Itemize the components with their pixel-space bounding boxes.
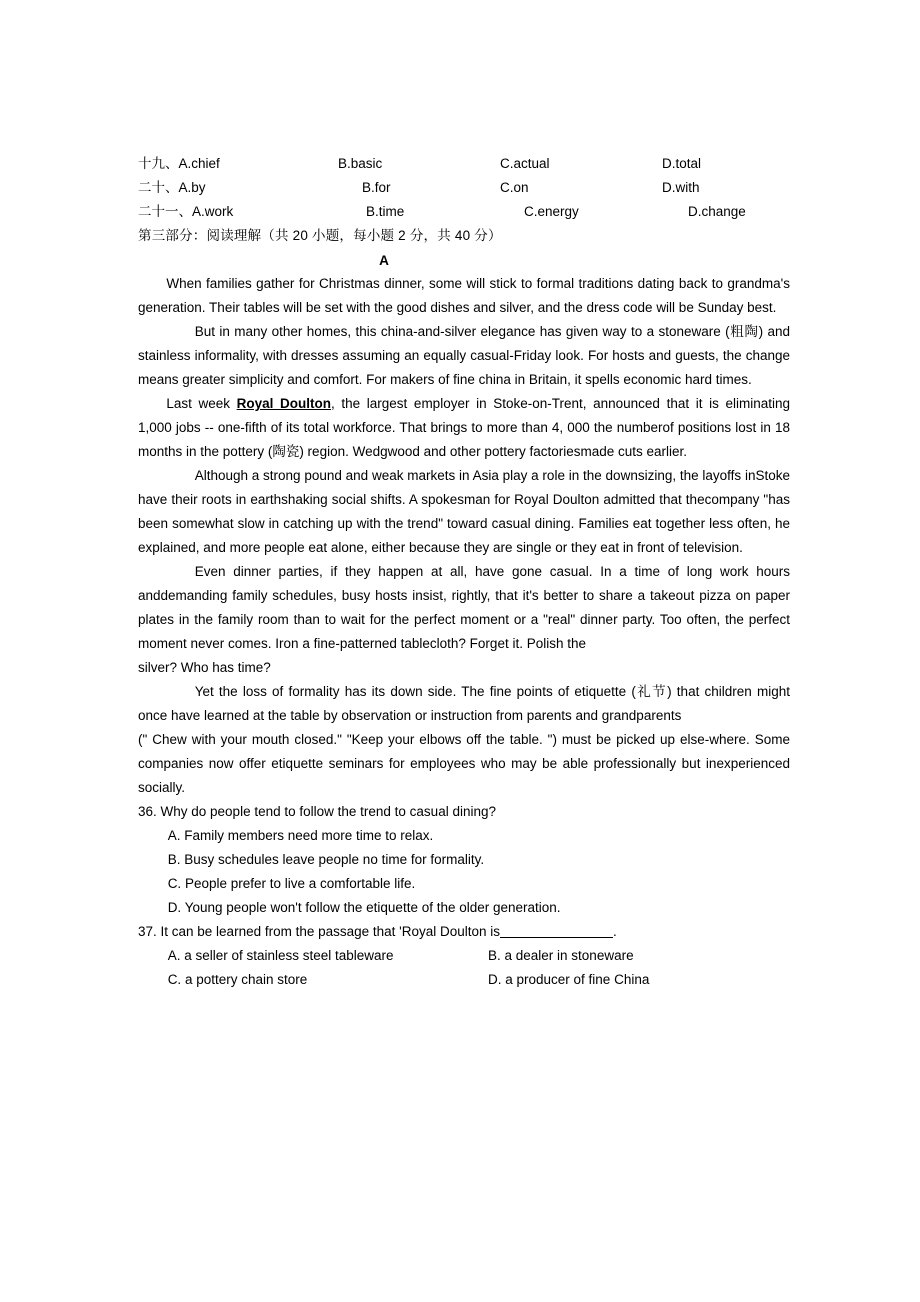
question-36-option-a[interactable]: A. Family members need more time to relax. xyxy=(167,828,434,843)
cloze-row-19-option-b: B.basic xyxy=(338,156,383,171)
cloze-row-20-option-d: D.with xyxy=(662,180,700,195)
cloze-row-19-option-c: C.actual xyxy=(500,156,550,171)
cloze-options-block xyxy=(138,152,790,224)
question-36-stem: 36. Why do people tend to follow the trend to casual dining? xyxy=(138,804,496,819)
question-36 xyxy=(138,800,790,920)
section-heading: 第三部分：阅读理解（共 20 小题，每小题 2 分，共 40 分） xyxy=(138,228,502,243)
cloze-row-21-option-c: C.energy xyxy=(524,204,579,219)
cloze-row-21 xyxy=(138,200,790,224)
passage-label: A xyxy=(379,253,389,268)
cloze-row-21-option-d: D.change xyxy=(688,204,746,219)
passage-paragraph-7: Yet the loss of formality has its down side. The fine points of etiquette (礼节) that children might once have learned at the table by observation or instruction from parents and grandparents xyxy=(138,684,790,723)
passage-paragraph-1: When families gather for Christmas dinner, some will stick to formal traditions dating back to grandma's generation. Their tables will be set with the good dishes and silver, and the dress code will be Sunday best. xyxy=(138,276,790,315)
question-37 xyxy=(138,920,790,992)
question-37-option-row-2 xyxy=(138,968,790,992)
cloze-row-19-option-d: D.total xyxy=(662,156,702,171)
question-37-option-a[interactable]: A. a seller of stainless steel tableware xyxy=(167,948,394,963)
passage-paragraph-2: But in many other homes, this china-and-silver elegance has given way to a stoneware (粗陶) and stainless informality, with dresses assuming an equally casual-Friday look. For hosts and guests, the change means greater simplicity and comfort. For makers of fine china in Britain, it spells economic hard times. xyxy=(138,324,790,387)
passage-paragraph-4: Although a strong pound and weak markets in Asia play a role in the downsizing, the layoffs inStoke have their roots in earthshaking social shifts. A spokesman for Royal Doulton admitted that thecompany "has been somewhat slow in catching up with the trend" toward casual dining. Families eat together less often, he explained, and more people eat alone, either because they are single or they eat in front of television. xyxy=(138,468,790,555)
question-37-stem-text: 37. It can be learned from the passage that 'Royal Doulton is xyxy=(138,924,501,939)
cloze-row-21-option-b: B.time xyxy=(366,204,405,219)
cloze-row-19 xyxy=(138,152,790,176)
question-36-option-c[interactable]: C. People prefer to live a comfortable life. xyxy=(167,876,416,891)
cloze-row-19-stem: 十九、A.chief xyxy=(138,156,220,171)
passage-paragraph-5: Even dinner parties, if they happen at all, have gone casual. In a time of long work hours anddemanding family schedules, busy hosts insist, rightly, that it's better to share a takeout pizza on paper plates in the family room than to wait for the perfect moment or a "real" dinner party. Too often, the perfect moment never comes. Iron a fine-patterned tablecloth? Forget it. Polish the xyxy=(138,564,790,651)
royal-doulton-emphasis: Royal Doulton xyxy=(236,396,332,411)
question-37-blank[interactable] xyxy=(500,937,613,938)
passage-paragraph-6: silver? Who has time? xyxy=(138,660,271,675)
cloze-row-20-option-b: B.for xyxy=(362,180,391,195)
question-37-option-d[interactable]: D. a producer of fine China xyxy=(488,972,650,987)
passage-paragraph-3-before: Last week xyxy=(166,396,237,411)
question-37-stem xyxy=(138,920,790,944)
question-37-option-b[interactable]: B. a dealer in stoneware xyxy=(488,948,634,963)
question-36-option-d[interactable]: D. Young people won't follow the etiquette of the older generation. xyxy=(167,900,561,915)
passage-paragraph-3 xyxy=(138,392,790,464)
cloze-row-21-stem: 二十一、A.work xyxy=(138,204,234,219)
cloze-row-20 xyxy=(138,176,790,200)
question-37-option-c[interactable]: C. a pottery chain store xyxy=(167,972,308,987)
question-37-stem-period: . xyxy=(613,924,617,939)
passage-paragraph-3-after: , the largest employer in Stoke-on-Trent, announced that it is eliminating 1,000 jobs -- one-fifth of its total workforce. That brings to more than 4, 000 the numberof positions lost in 18 months in the pottery (陶瓷) region. Wedgwood and other pottery factoriesmade cuts earlier. xyxy=(138,396,790,459)
question-37-option-row-1 xyxy=(138,944,790,968)
cloze-row-20-option-c: C.on xyxy=(500,180,529,195)
passage-paragraph-8: (" Chew with your mouth closed." "Keep your elbows off the table. ") must be picked up else-where. Some companies now offer etiquette seminars for employees who may be able professionally but inexperienced socially. xyxy=(138,732,790,795)
question-36-option-b[interactable]: B. Busy schedules leave people no time for formality. xyxy=(167,852,485,867)
cloze-row-20-stem: 二十、A.by xyxy=(138,180,206,195)
